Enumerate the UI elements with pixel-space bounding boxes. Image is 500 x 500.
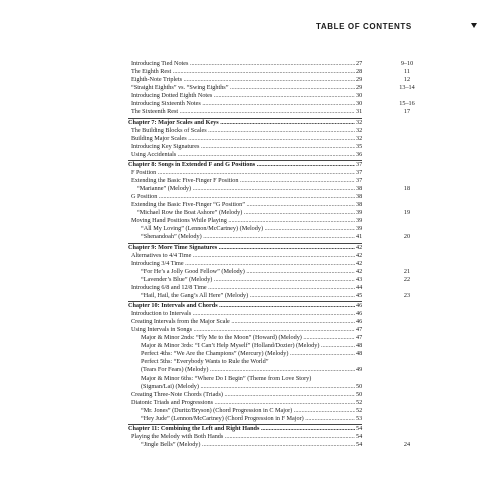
toc-entry-title: Introducing 3/4 Time ..... <box>131 260 364 268</box>
toc-page-number: 49 <box>355 366 368 374</box>
toc-entry-row <box>128 318 468 326</box>
toc-entry-row <box>128 260 468 268</box>
toc-entry-title: Extending the Basic Five-Finger “G Position” ..... <box>131 201 364 209</box>
toc-entry-row <box>128 326 468 334</box>
toc-entry-title: “Hail, Hail, the Gang’s All Here” (Melody) ..... <box>141 292 364 300</box>
toc-entry-row <box>128 350 468 358</box>
toc-track-number: 22 <box>403 275 411 283</box>
toc-page-number: 50 <box>355 391 368 399</box>
toc-entry-title: Extending the Basic Five-Finger F Position ..... <box>131 177 364 185</box>
toc-entry-title: Chapter 9: More Time Signatures ..... <box>128 244 364 252</box>
toc-page-number: 39 <box>355 217 368 225</box>
toc-page-number: 41 <box>355 233 368 241</box>
toc-page-number: 32 <box>355 135 368 143</box>
toc-entry-title: Chapter 8: Songs in Extended F and G Positions ..... <box>128 161 364 169</box>
toc-entry-title: (Sigman/Lai) (Melody) ..... <box>141 383 364 391</box>
toc-entry-title: Introducing Dotted Eighth Notes ..... <box>131 92 364 100</box>
toc-entry-row <box>128 92 468 100</box>
toc-chapter-row <box>128 244 468 252</box>
running-header <box>316 22 486 34</box>
toc-entry-title: Creating Intervals from the Major Scale ..... <box>131 318 364 326</box>
toc-entry-row <box>128 100 468 108</box>
toc-page-number: 54 <box>355 425 368 433</box>
toc-entry-row <box>128 151 468 159</box>
toc-entry-title: Chapter 7: Major Scales and Keys ..... <box>128 119 364 127</box>
toc-page-number: 54 <box>355 433 368 441</box>
toc-page-number: 42 <box>355 252 368 260</box>
toc-page-number: 36 <box>355 151 368 159</box>
toc-entry-row <box>128 383 468 391</box>
toc-entry-row <box>128 60 468 68</box>
toc-entry-title: Alternatives to 4/4 Time ..... <box>131 252 364 260</box>
toc-page-number: 29 <box>355 76 368 84</box>
toc-page-number: 39 <box>355 225 368 233</box>
toc-track-number: 11 <box>404 68 410 76</box>
triangle-down-icon <box>471 23 477 28</box>
header-title: TABLE OF CONTENTS <box>316 22 412 31</box>
toc-page-number: 29 <box>355 84 368 92</box>
toc-entry-title: Playing the Melody with Both Hands ..... <box>131 433 364 441</box>
toc-entry-row <box>128 135 468 143</box>
toc-entry-title: “Straight Eighths” vs. “Swing Eighths” ..... <box>131 84 364 92</box>
toc-entry-row <box>128 292 468 300</box>
toc-page-number: 48 <box>355 350 368 358</box>
toc-chapter-row <box>128 119 468 127</box>
toc-track-number: 21 <box>403 267 411 275</box>
toc-page-number: 42 <box>355 244 368 252</box>
toc-page-number: 46 <box>355 310 368 318</box>
toc-page-number: 30 <box>355 92 368 100</box>
toc-page-number: 32 <box>355 119 368 127</box>
toc-page-number: 54 <box>355 441 368 449</box>
toc-entry-title: The Eighth Rest ..... <box>131 68 364 76</box>
toc-entry-row <box>128 217 468 225</box>
toc-entry-row <box>128 433 468 441</box>
toc-entry-title: (Tears For Fears) (Melody) ..... <box>141 366 364 374</box>
toc-entry-row <box>128 252 468 260</box>
toc-page-number: 38 <box>355 201 368 209</box>
toc-entry-row <box>128 233 468 241</box>
toc-entry-row <box>128 441 468 449</box>
toc-page-number: 27 <box>355 60 368 68</box>
toc-page-number: 47 <box>355 334 368 342</box>
toc-page-number: 38 <box>355 185 368 193</box>
toc-track-number: 17 <box>403 108 411 116</box>
toc-track-number: 13–14 <box>399 84 415 92</box>
toc-track-number: 20 <box>403 233 411 241</box>
toc-page-number: 28 <box>355 68 368 76</box>
toc-entry-title: Eighth-Note Triplets ..... <box>131 76 364 84</box>
toc-entry-title: “Lavender’s Blue” (Melody) ..... <box>141 276 364 284</box>
toc-entry-title: “All My Loving” (Lennon/McCartney) (Melody) ..... <box>141 225 364 233</box>
toc-track-number: 24 <box>403 441 411 449</box>
toc-entry-row <box>128 310 468 318</box>
toc-chapter-row <box>128 302 468 310</box>
toc-entry-row <box>128 366 468 374</box>
toc-entry-title: “Hey Jude” (Lennon/McCartney) (Chord Progression in F Major) ..... <box>141 415 364 423</box>
toc-track-number: 15–16 <box>399 100 415 108</box>
toc-page-number: 52 <box>355 407 368 415</box>
toc-entry-title: Major & Minor 6ths: “Where Do I Begin” (Theme from Love Story) <box>141 374 312 382</box>
toc-entry-title: Chapter 11: Combining the Left and Right Hands ..... <box>128 425 364 433</box>
toc-page-number: 43 <box>355 276 368 284</box>
toc-entry-title: Using Intervals in Songs ..... <box>131 326 364 334</box>
toc-entry-row <box>128 76 468 84</box>
toc-entry-title: The Building Blocks of Scales ..... <box>131 127 364 135</box>
toc-entry-row <box>128 342 468 350</box>
toc-entry-row <box>128 358 468 366</box>
toc-page-number: 44 <box>355 284 368 292</box>
toc-entry-title: G Position ..... <box>131 193 364 201</box>
toc-entry-title: Major & Minor 2nds: “Fly Me to the Moon” (Howard) (Melody) ..... <box>141 334 364 342</box>
toc-entry-title: F Position ..... <box>131 169 364 177</box>
toc-entry-row <box>128 276 468 284</box>
toc-entry-title: “Jingle Bells” (Melody) ..... <box>141 441 364 449</box>
toc-entry-row <box>128 268 468 276</box>
toc-entry-title: The Sixteenth Rest ..... <box>131 108 364 116</box>
toc-entry-title: Introducing Sixteenth Notes ..... <box>131 100 364 108</box>
toc-entry-row <box>128 225 468 233</box>
toc-entry-title: Creating Three-Note Chords (Triads) ..... <box>131 391 364 399</box>
toc-entry-row <box>128 284 468 292</box>
toc-entry-title: Perfect 4ths: “We Are the Champions” (Mercury) (Melody) ..... <box>141 350 364 358</box>
toc-page-number: 39 <box>355 209 368 217</box>
toc-entry-title: Diatonic Triads and Progressions ..... <box>131 399 364 407</box>
toc-page-number: 50 <box>355 383 368 391</box>
toc-entry-title: “Marianne” (Melody) ..... <box>137 185 364 193</box>
table-of-contents <box>128 60 468 449</box>
toc-entry-title: Using Accidentals ..... <box>131 151 364 159</box>
toc-entry-title: Introducing Key Signatures ..... <box>131 143 364 151</box>
toc-entry-title: Moving Hand Positions While Playing ..... <box>131 217 364 225</box>
toc-entry-row <box>128 391 468 399</box>
toc-page-number: 46 <box>355 318 368 326</box>
toc-track-number: 12 <box>403 76 411 84</box>
toc-page-number: 45 <box>355 292 368 300</box>
toc-page-number: 37 <box>355 169 368 177</box>
toc-entry-row <box>128 68 468 76</box>
toc-entry-row <box>128 201 468 209</box>
toc-track-number: 19 <box>403 209 411 217</box>
toc-page-number: 30 <box>355 100 368 108</box>
toc-entry-title: Introducing Tied Notes ..... <box>131 60 364 68</box>
toc-entry-row <box>128 407 468 415</box>
toc-entry-title: Introducing 6/8 and 12/8 Time ..... <box>131 284 364 292</box>
toc-page-number: 31 <box>355 108 368 116</box>
toc-entry-row <box>128 84 468 92</box>
toc-entry-row <box>128 127 468 135</box>
toc-entry-title: “For He’s a Jolly Good Fellow” (Melody) ..... <box>141 268 364 276</box>
toc-entry-row <box>128 193 468 201</box>
toc-track-number: 18 <box>403 185 411 193</box>
toc-page-number: 52 <box>355 399 368 407</box>
toc-entry-title: Chapter 10: Intervals and Chords ..... <box>128 302 364 310</box>
toc-entry-title: Perfect 5ths: “Everybody Wants to Rule the World” <box>141 358 269 366</box>
toc-page-number: 42 <box>355 260 368 268</box>
toc-page-number: 47 <box>355 326 368 334</box>
toc-chapter-row <box>128 161 468 169</box>
toc-track-number: 9–10 <box>400 60 414 67</box>
toc-entry-row <box>128 108 468 116</box>
toc-entry-row <box>128 209 468 217</box>
toc-entry-row <box>128 334 468 342</box>
toc-entry-title: Major & Minor 3rds: “I Can’t Help Myself” (Holland/Dozier) (Melody) ..... <box>141 342 364 350</box>
toc-page-number: 37 <box>355 177 368 185</box>
toc-chapter-row <box>128 425 468 433</box>
toc-page-number: 46 <box>355 302 368 310</box>
toc-page-number: 48 <box>355 342 368 350</box>
toc-page-number: 37 <box>355 161 368 169</box>
toc-entry-title: “Shenandoah” (Melody) ..... <box>141 233 364 241</box>
toc-page-number: 38 <box>355 193 368 201</box>
toc-entry-row <box>128 169 468 177</box>
toc-entry-row <box>128 177 468 185</box>
toc-entry-title: Introduction to Intervals ..... <box>131 310 364 318</box>
toc-page-number: 35 <box>355 143 368 151</box>
toc-page-number: 32 <box>355 127 368 135</box>
toc-entry-title: “Mr. Jones” (Duritz/Bryson) (Chord Progression in C Major) ..... <box>141 407 364 415</box>
toc-entry-row <box>128 143 468 151</box>
toc-page-number: 53 <box>355 415 368 423</box>
toc-entry-row <box>128 415 468 423</box>
toc-entry-title: Building Major Scales ..... <box>131 135 364 143</box>
toc-page-number: 42 <box>355 268 368 276</box>
toc-entry-row <box>128 375 468 383</box>
toc-track-number: 23 <box>403 291 411 299</box>
toc-entry-row <box>128 185 468 193</box>
toc-entry-row <box>128 399 468 407</box>
toc-entry-title: “Michael Row the Boat Ashore” (Melody) ..... <box>137 209 364 217</box>
